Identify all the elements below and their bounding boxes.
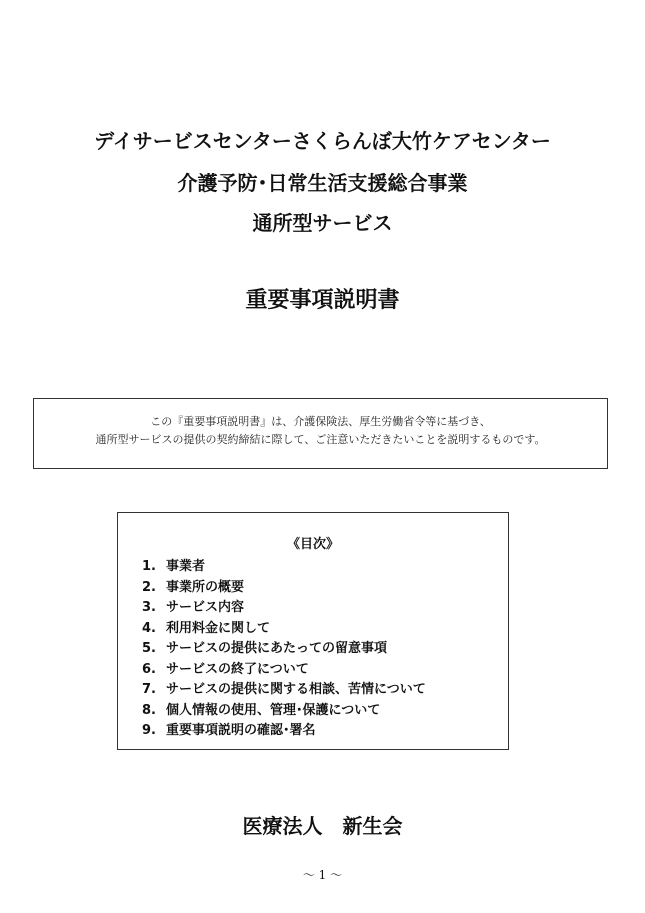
toc-item-number: 9. [142, 723, 156, 738]
toc-item-label: サービスの終了について [166, 661, 309, 677]
toc-item-label: 個人情報の使用、管理･保護について [166, 702, 381, 718]
toc-item [142, 619, 426, 640]
toc-item [142, 639, 426, 660]
toc-item [142, 721, 426, 742]
toc-item-label: 利用料金に関して [166, 620, 271, 636]
toc-item-label: 事業所の概要 [166, 579, 245, 595]
toc-item-label: 重要事項説明の確認･署名 [166, 723, 316, 738]
organization-name: 医療法人 新生会 [242, 814, 403, 838]
toc-item-number: 1. [142, 559, 156, 574]
toc-item-label: 事業者 [166, 559, 206, 574]
notice-line-2: 通所型サービスの提供の契約締結に際して、ご注意いただきたいことを説明するものです。 [95, 433, 546, 446]
toc-item [142, 701, 426, 722]
toc-item [142, 557, 426, 578]
table-of-contents [117, 512, 509, 750]
toc-item-number: 8. [142, 702, 156, 718]
title-service-type: 通所型サービス [252, 211, 393, 235]
page-number: ～ 1 ～ [302, 868, 343, 882]
toc-item [142, 660, 426, 681]
document-title: 重要事項説明書 [245, 288, 400, 313]
toc-item-label: サービス内容 [166, 600, 245, 615]
toc-item [142, 598, 426, 619]
toc-item-number: 7. [142, 682, 156, 697]
toc-item [142, 680, 426, 701]
toc-item-label: サービスの提供にあたっての留意事項 [166, 641, 388, 656]
toc-item-number: 3. [142, 600, 156, 615]
toc-item-number: 6. [142, 661, 156, 677]
notice-box [33, 398, 608, 469]
title-program-name: 介護予防･日常生活支援総合事業 [177, 171, 468, 195]
toc-heading: 《目次》 [286, 537, 339, 552]
toc-item-number: 5. [142, 641, 156, 656]
title-facility-name: デイサービスセンターさくらんぼ大竹ケアセンター [94, 129, 551, 153]
toc-item [142, 578, 426, 599]
toc-item-number: 4. [142, 620, 156, 636]
toc-item-number: 2. [142, 579, 156, 595]
toc-item-label: サービスの提供に関する相談、苦情について [166, 682, 426, 697]
toc-list [142, 557, 426, 742]
notice-line-1: この『重要事項説明書』は、介護保険法、厚生労働省令等に基づき、 [150, 415, 491, 428]
